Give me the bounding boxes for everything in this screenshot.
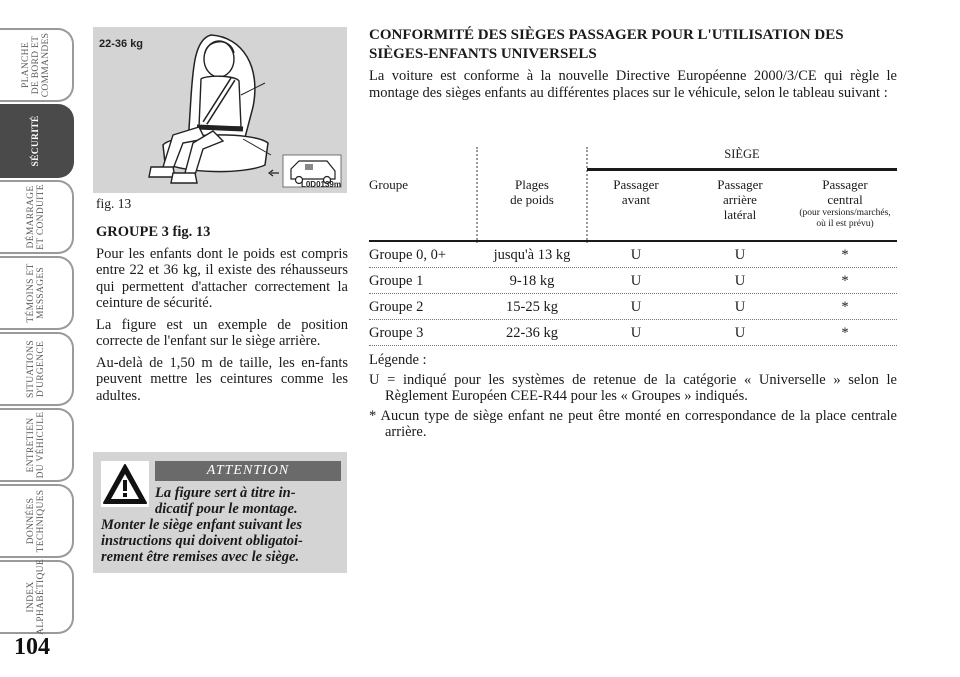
cell-lateral: U: [734, 273, 746, 289]
legend-star-note: * Aucun type de siège enfant ne peut être monté en correspondance de la place centrale arrière.: [369, 407, 897, 440]
conformity-section: [369, 26, 897, 101]
col-header-central-label: Passager central: [822, 177, 868, 207]
cell-plages: 15-25 kg: [506, 299, 558, 315]
tab-temoins[interactable]: [0, 256, 74, 330]
cell-avant: U: [630, 299, 642, 315]
figure-child-booster-seat: [93, 27, 347, 193]
warning-line: dicatif pour le montage.: [155, 501, 298, 517]
tab-label: TÉMOINS ET MESSAGES: [26, 263, 46, 323]
header-rule: [587, 168, 897, 171]
cell-avant: U: [630, 273, 642, 289]
tab-planche-de-bord[interactable]: [0, 28, 74, 102]
tab-label: SÉCURITÉ: [31, 115, 41, 167]
tab-label: PLANCHE DE BORD ET COMMANDES: [21, 32, 51, 98]
legend-title: Légende :: [369, 352, 427, 368]
paragraph: Au-delà de 1,50 m de taille, les en-fants peuvent mettre les ceintures comme les adultes.: [96, 354, 348, 404]
cell-plages: jusqu'à 13 kg: [493, 247, 571, 263]
child-seat-illustration: [93, 27, 347, 193]
cell-groupe: Groupe 3: [369, 325, 424, 341]
cell-avant: U: [630, 325, 642, 341]
intro-paragraph: La voiture est conforme à la nouvelle Directive Européenne 2000/3/CE qui règle le montage des sièges enfants au différentes places sur le véhicule, selon le tableau suivant :: [369, 68, 897, 101]
paragraph: La figure est un exemple de position correcte de l'enfant sur le siège arrière.: [96, 316, 348, 349]
figure-weight-label: 22-36 kg: [99, 38, 144, 50]
cell-lateral: U: [734, 299, 746, 315]
tab-label: DONNÉES TECHNIQUES: [26, 489, 46, 553]
col-header-plages: Plages de poids: [510, 177, 554, 207]
table-row: [369, 269, 897, 294]
tab-entretien[interactable]: [0, 408, 74, 482]
cell-central: *: [841, 325, 849, 341]
warning-box: [93, 452, 347, 573]
figure-caption: fig. 13: [96, 196, 132, 211]
chapter-tabs: [0, 28, 74, 633]
warning-title: ATTENTION: [155, 461, 341, 481]
cell-plages: 9-18 kg: [509, 273, 555, 289]
warning-line: Monter le siège enfant suivant les instructions qui doivent obligatoi-rement être remises avec le siège.: [101, 517, 303, 565]
tab-label: ENTRETIEN DU VÉHICULE: [26, 411, 46, 479]
cell-central: *: [841, 299, 849, 315]
tab-index[interactable]: [0, 560, 74, 634]
col-header-passager-lateral: Passager arrière latéral: [717, 177, 763, 222]
cell-lateral: U: [734, 247, 746, 263]
section-heading: GROUPE 3 fig. 13: [96, 224, 211, 240]
page-number: 104: [14, 634, 50, 660]
warning-text: [101, 485, 341, 565]
cell-central: *: [841, 273, 849, 289]
tab-label: DÉMARRAGE ET CONDUITE: [26, 184, 46, 250]
col-header-central-note: (pour versions/marchés, où il est prévu): [799, 208, 891, 229]
cell-groupe: Groupe 0, 0+: [369, 247, 447, 263]
cell-groupe: Groupe 2: [369, 299, 424, 315]
tab-securite[interactable]: [0, 104, 74, 178]
col-header-groupe: Groupe: [369, 177, 408, 192]
tab-demarrage[interactable]: [0, 180, 74, 254]
cell-plages: 22-36 kg: [506, 325, 558, 341]
cell-central: *: [841, 247, 849, 263]
tab-label: SITUATIONS D'URGENCE: [26, 340, 46, 398]
tab-donnees-techniques[interactable]: [0, 484, 74, 558]
table-top-rule: [369, 240, 897, 242]
legend-u-note: U = indiqué pour les systèmes de retenue de la catégorie « Universelle » selon le Règlement Européen CEE-R44 pour les « Groupes » indiqués.: [369, 371, 897, 404]
col-header-passager-central: [793, 177, 897, 230]
section-title: CONFORMITÉ DES SIÈGES PASSAGER POUR L'UTILISATION DES SIÈGES-ENFANTS UNIVERSELS: [369, 27, 844, 62]
cell-groupe: Groupe 1: [369, 273, 424, 289]
legend: [369, 352, 897, 444]
cell-lateral: U: [734, 325, 746, 341]
figure-code: L0D0139m: [300, 180, 341, 189]
table-row: [369, 243, 897, 268]
groupe-3-section: [96, 224, 348, 409]
warning-line: La figure sert à titre in-: [155, 485, 296, 501]
siege-header: SIÈGE: [724, 147, 760, 161]
col-header-passager-avant: Passager avant: [613, 177, 659, 207]
tab-situations-urgence[interactable]: [0, 332, 74, 406]
table-row: [369, 321, 897, 346]
table-row: [369, 295, 897, 320]
paragraph: Pour les enfants dont le poids est compris entre 22 et 36 kg, il existe des réhausseurs qui permettent d'attacher correctement la ceinture de sécurité.: [96, 245, 348, 311]
cell-avant: U: [630, 247, 642, 263]
tab-label: INDEX ALPHABÉTIQUE: [26, 559, 46, 635]
